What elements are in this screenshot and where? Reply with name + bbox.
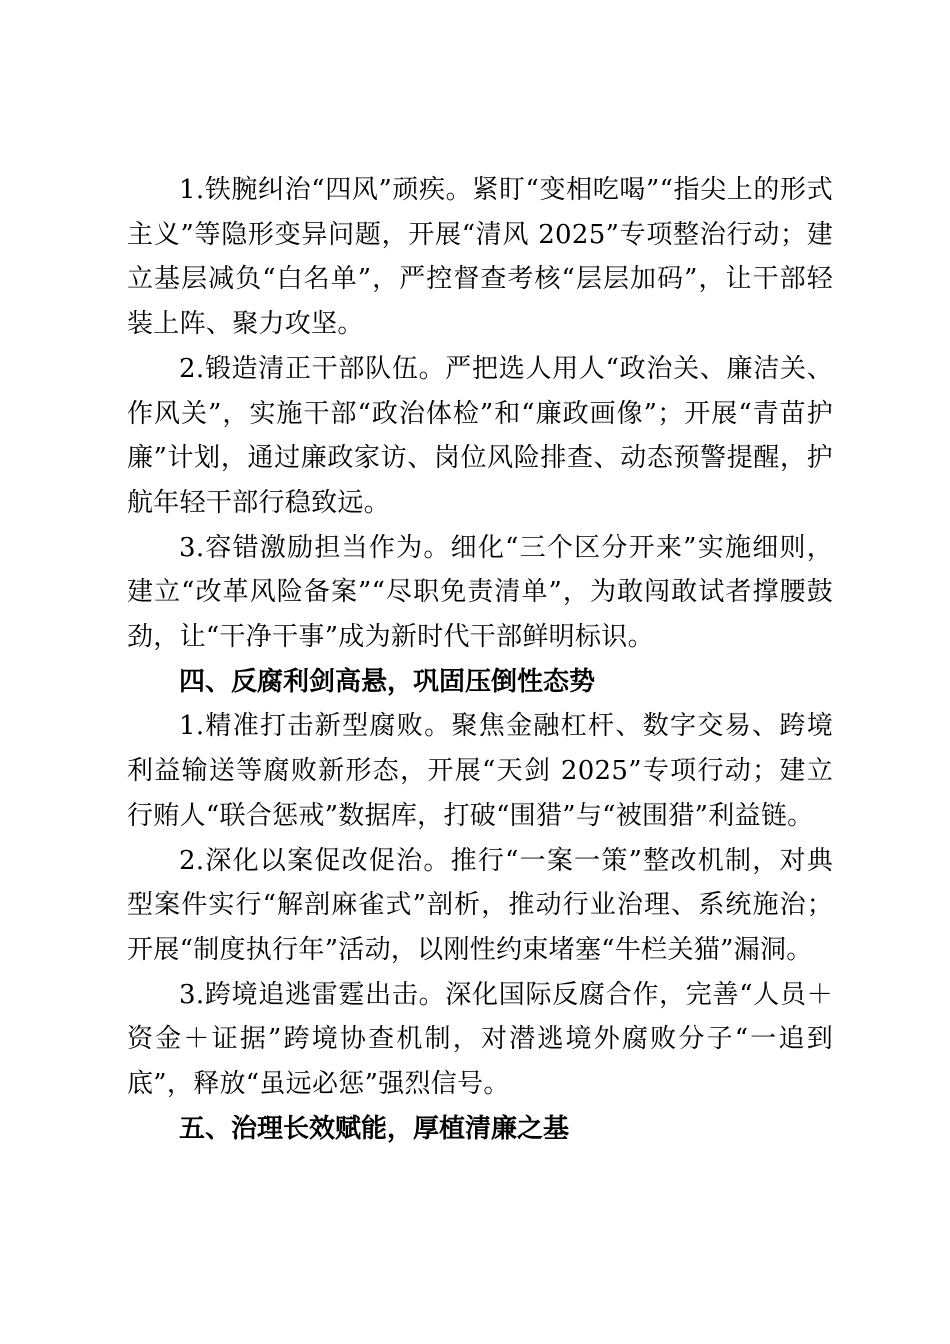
paragraph-cadre-team: 2.锻造清正干部队伍。严把选人用人“政治关、廉洁关、作风关”，实施干部“政治体检”和“廉政画像”；开展“青苗护廉”计划，通过廉政家访、岗位风险排查、动态预警提醒，护航年轻干部行稳致远。: [127, 353, 833, 518]
paragraph-cross-border: 3.跨境追逃雷霆出击。深化国际反腐合作，完善“人员＋资金＋证据”跨境协查机制，对潜逃境外腐败分子“一追到底”，释放“虽远必惩”强烈信号。: [127, 979, 833, 1100]
paragraph-new-corruption: 1.精准打击新型腐败。聚焦金融杠杆、数字交易、跨境利益输送等腐败新形态，开展“天剑 2025”专项行动；建立行贿人“联合惩戒”数据库，打破“围猎”与“被围猎”利益链。: [127, 711, 833, 831]
paragraph-four-winds: 1.铁腕纠治“四风”顽疾。紧盯“变相吃喝”“指尖上的形式主义”等隐形变异问题，开展“清风 2025”专项整治行动；建立基层减负“白名单”，严控督查考核“层层加码”，让干部轻装上阵、聚力攻坚。: [127, 175, 833, 340]
section-heading-anti-corruption: 四、反腐利剑高悬，巩固压倒性态势: [179, 666, 596, 697]
paragraph-fault-tolerance: 3.容错激励担当作为。细化“三个区分开来”实施细则，建立“改革风险备案”“尽职免责清单”，为敢闯敢试者撑腰鼓劲，让“干净干事”成为新时代干部鲜明标识。: [127, 532, 833, 653]
paragraph-case-reform: 2.深化以案促改促治。推行“一案一策”整改机制，对典型案件实行“解剖麻雀式”剖析，推动行业治理、系统施治；开展“制度执行年”活动，以刚性约束堵塞“牛栏关猫”漏洞。: [127, 845, 833, 965]
document-page: [127, 168, 833, 1151]
section-heading-governance: 五、治理长效赋能，厚植清廉之基: [179, 1113, 570, 1144]
